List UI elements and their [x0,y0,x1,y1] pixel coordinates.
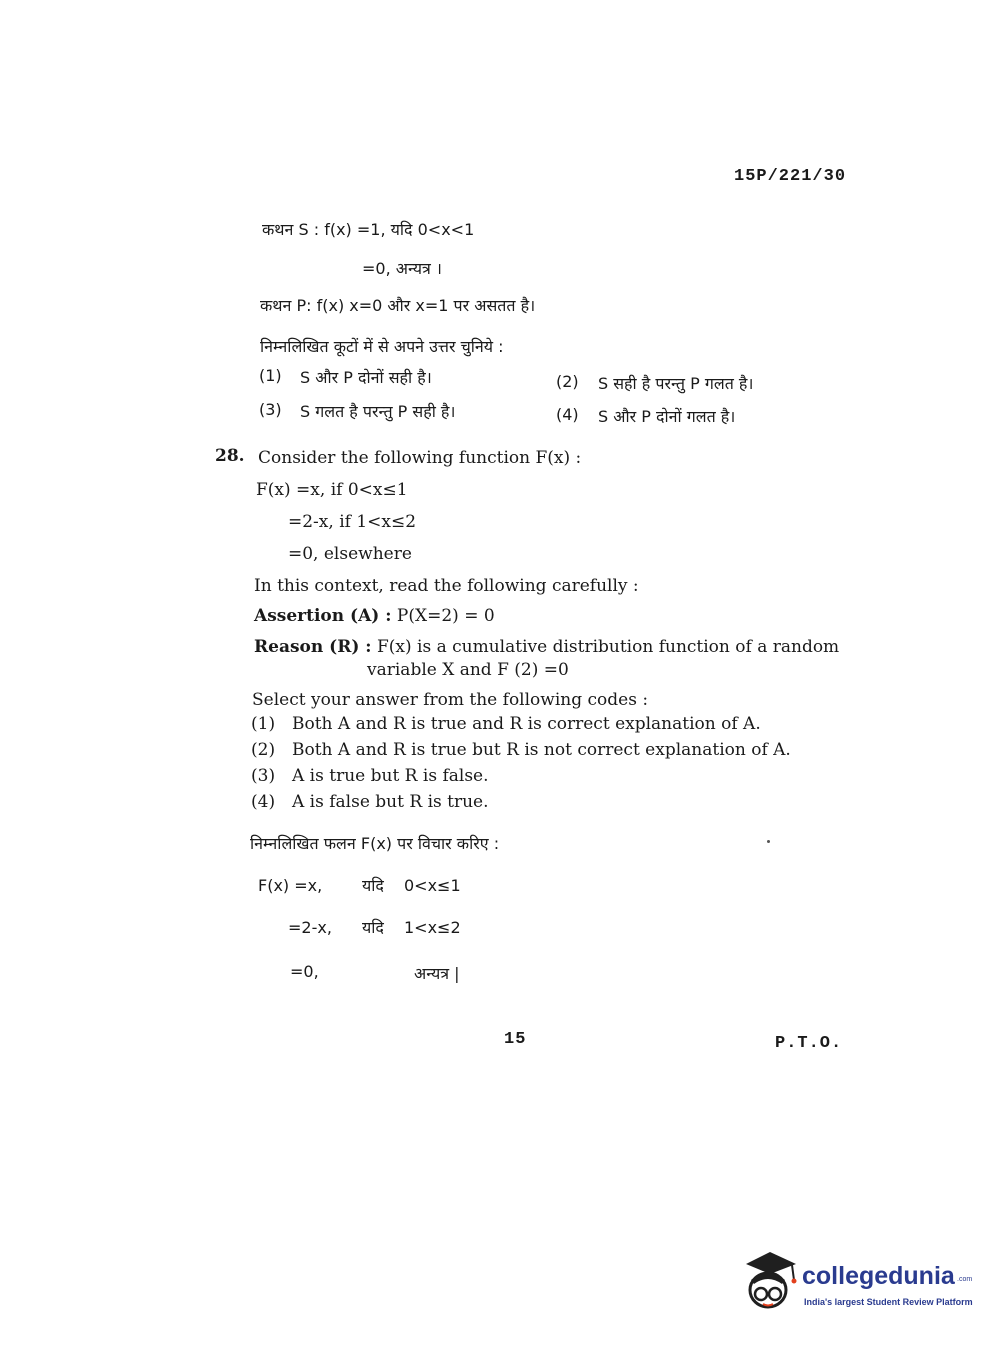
hindi-row-3-lhs: =0, [290,962,319,981]
select-instruction: Select your answer from the following codes : [252,690,649,710]
hindi-row-1-lhs: F(x) =x, [258,876,323,895]
reason-text-line2: variable X and F (2) =0 [367,660,569,680]
prev-option-2-number: (2) [556,372,579,391]
statement-s-line1: कथन S : f(x) =1, यदि 0<x<1 [262,220,475,239]
assertion-label: Assertion (A) : [254,606,392,626]
hindi-row-1-cond: 0<x≤1 [404,876,461,895]
collegedunia-mascot-icon [742,1250,800,1312]
prev-option-4-text: S और P दोनों गलत है। [598,407,736,426]
hindi-row-1-if: यदि [362,876,384,895]
prev-option-3-text: S गलत है परन्तु P सही है। [300,402,456,421]
function-line-2: =2-x, if 1<x≤2 [288,512,417,532]
prev-option-4-number: (4) [556,405,579,424]
hindi-row-2-lhs: =2-x, [288,918,332,937]
prev-option-3-number: (3) [259,400,282,419]
option-1-number: (1) [251,714,276,734]
question-number: 28. [215,446,245,466]
reason-label: Reason (R) : [254,637,372,657]
question-stem: Consider the following function F(x) : [258,448,582,468]
prev-instruction: निम्नलिखित कूटों में से अपने उत्तर चुनिये : [260,337,504,356]
hindi-row-2-if: यदि [362,918,384,937]
statement-s-line2: =0, अन्यत्र । [362,259,442,278]
option-3-number: (3) [251,766,276,786]
collegedunia-tagline: India's largest Student Review Platform [804,1297,973,1307]
page-number: 15 [504,1030,527,1049]
context-line: In this context, read the following carefully : [254,576,639,596]
prev-option-1-number: (1) [259,366,282,385]
function-line-3: =0, elsewhere [288,544,412,564]
collegedunia-suffix: .com [957,1276,973,1283]
function-line-1: F(x) =x, if 0<x≤1 [256,480,408,500]
assertion-text: P(X=2) = 0 [396,606,495,626]
prev-option-1-text: S और P दोनों सही है। [300,368,432,387]
collegedunia-brand: collegedunia [802,1262,955,1290]
statement-p: कथन P: f(x) x=0 और x=1 पर असतत है। [260,296,536,315]
hindi-row-3-else: अन्यत्र | [414,964,460,983]
scan-speck [767,840,770,843]
hindi-intro: निम्नलिखित फलन F(x) पर विचार करिए : [250,834,500,853]
pto-label: P.T.O. [775,1034,843,1053]
prev-option-2-text: S सही है परन्तु P गलत है। [598,374,754,393]
option-2-number: (2) [251,740,276,760]
reason-text-line1: F(x) is a cumulative distribution function of a random [376,637,840,657]
option-3-text: A is true but R is false. [292,766,489,786]
option-1-text: Both A and R is true and R is correct explanation of A. [292,714,761,734]
option-2-text: Both A and R is true but R is not correct explanation of A. [292,740,791,760]
option-4-number: (4) [251,792,276,812]
option-4-text: A is false but R is true. [292,792,489,812]
reason [254,637,839,657]
hindi-row-2-cond: 1<x≤2 [404,918,461,937]
assertion [254,606,495,626]
paper-code: 15P/221/30 [734,167,847,186]
